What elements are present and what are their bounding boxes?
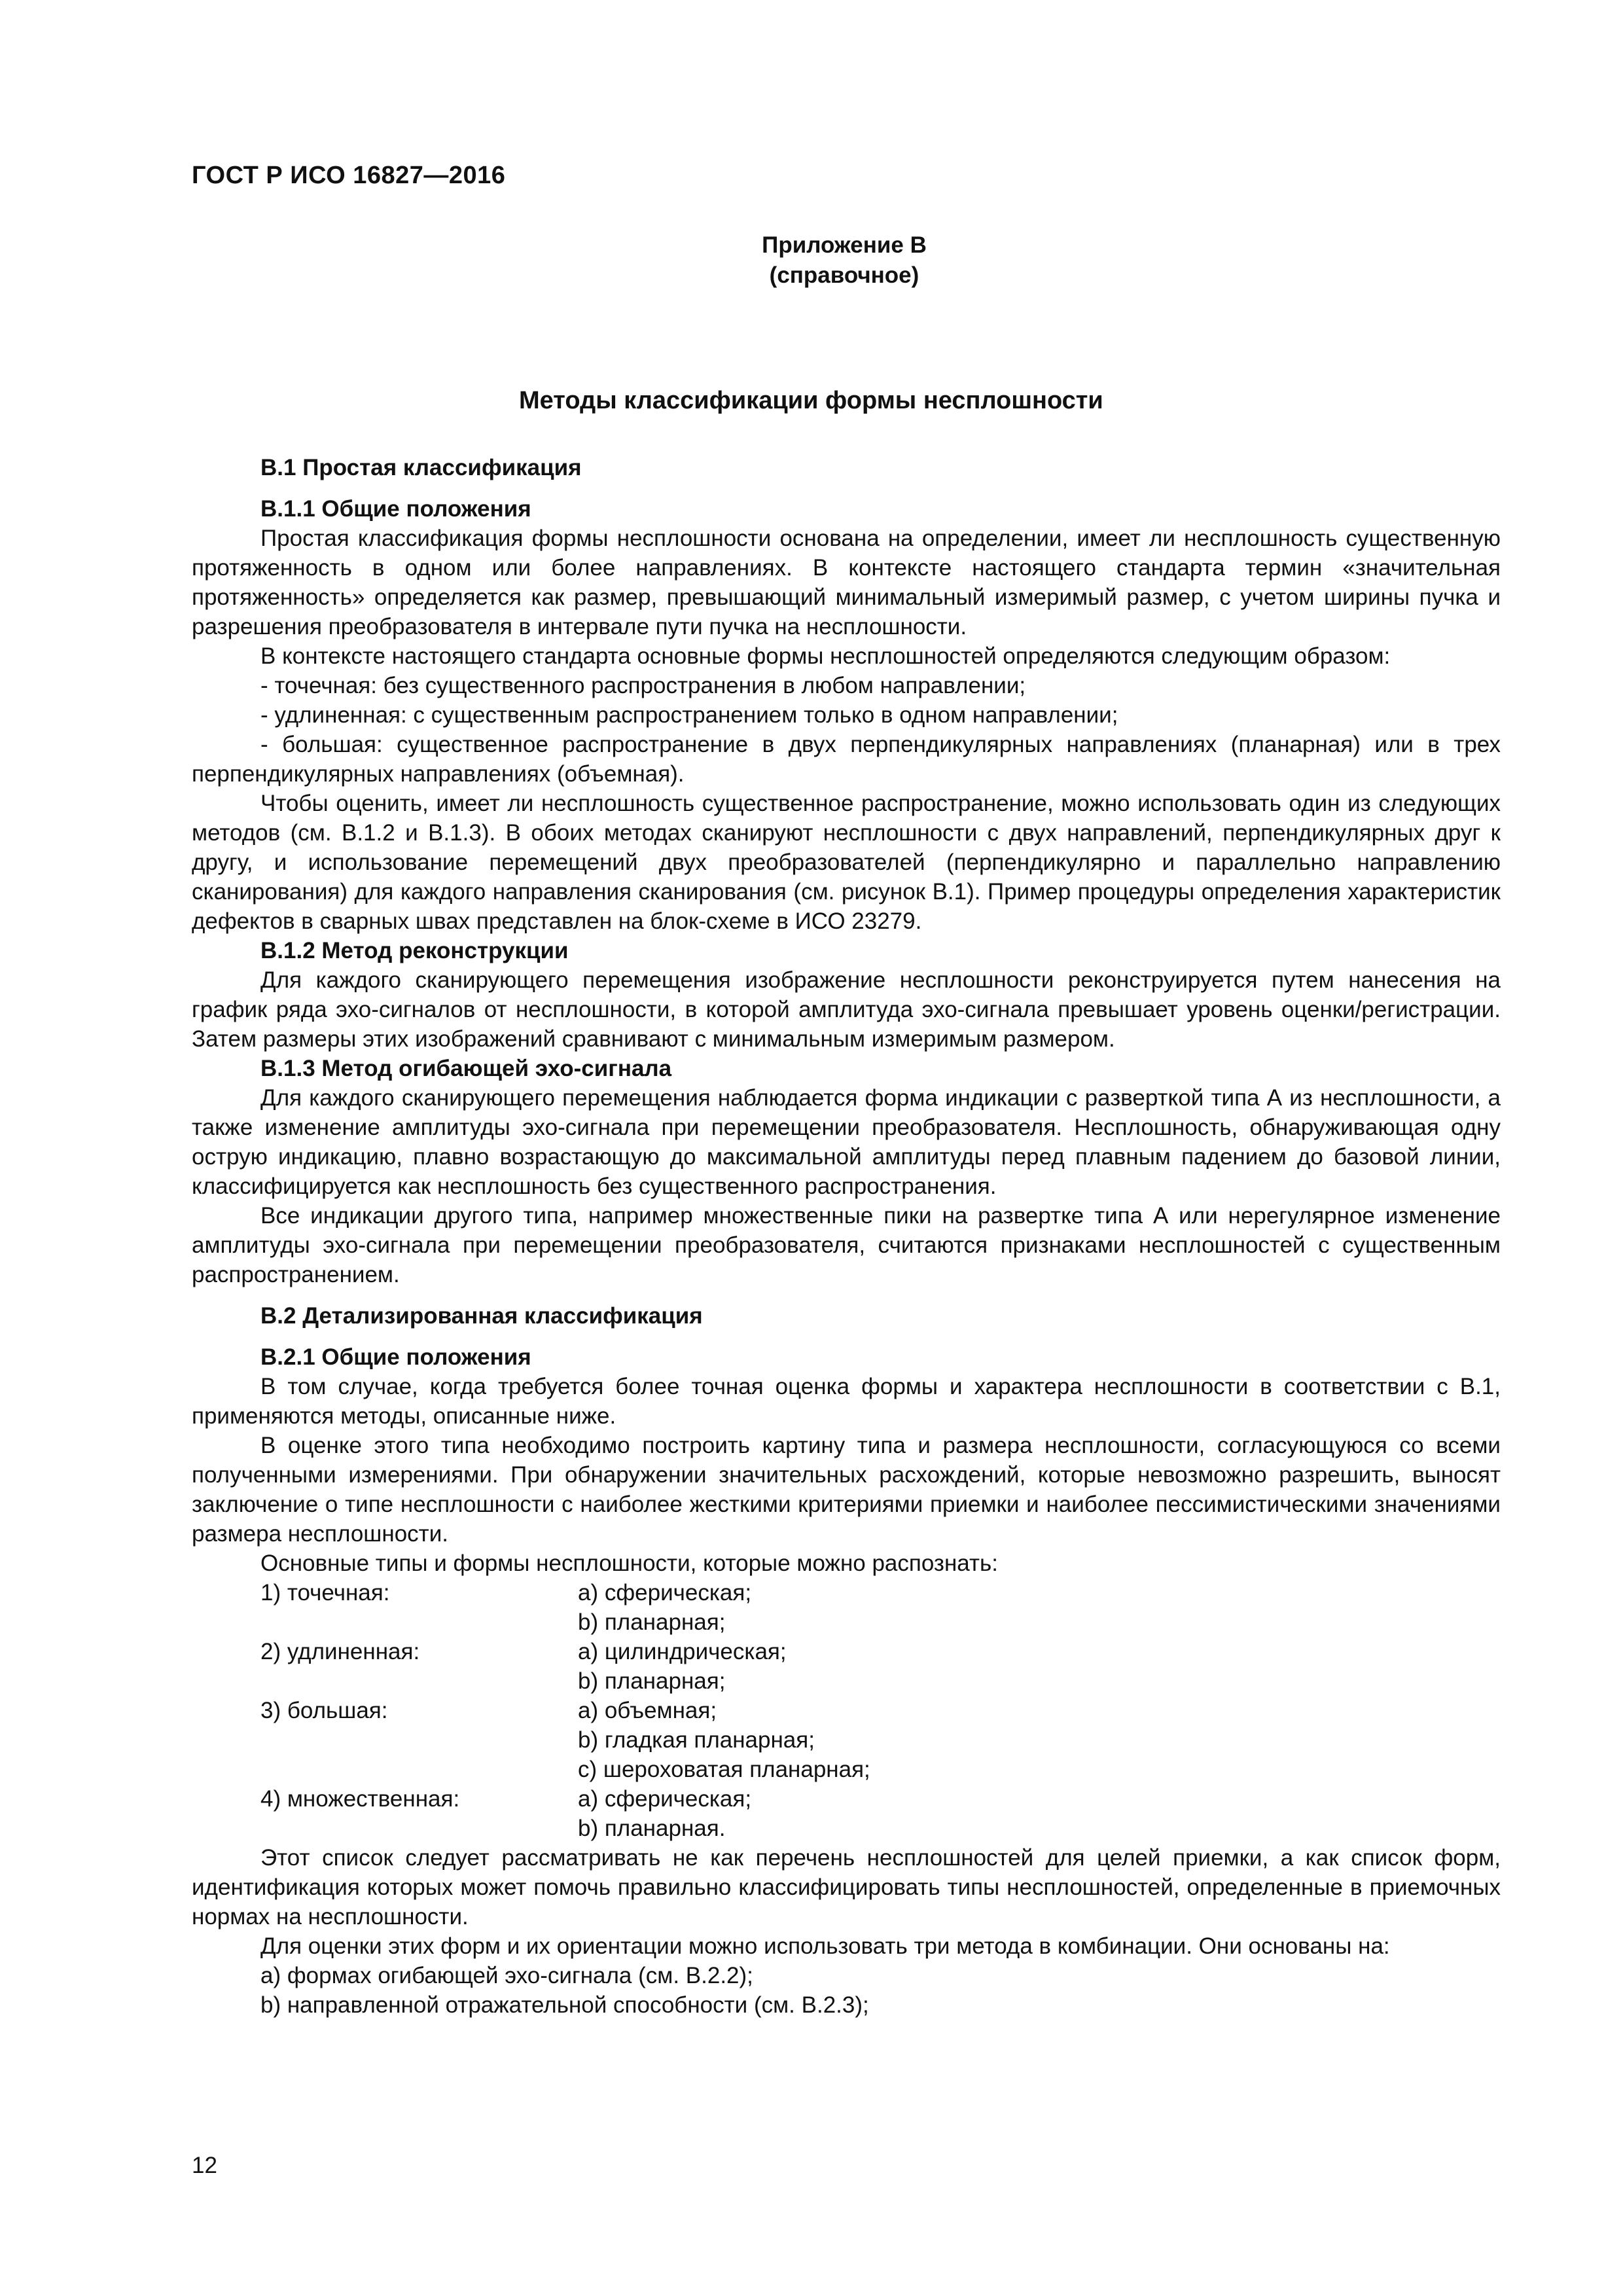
list-item: - большая: существенное распространение в двух перпендикулярных направлениях (планарная) или в трех перпендикулярных направлениях (объемная).	[192, 732, 1501, 787]
form-label: a) сферическая;	[578, 1786, 752, 1812]
paragraph: Все индикации другого типа, например множественные пики на развертке типа А или нерегулярное изменение амплитуды эхо-сигнала при перемещении преобразователя, считаются признаками несплошностей с существенным распространением.	[192, 1203, 1501, 1287]
subsection-heading-b2-1: В.2.1 Общие положения	[260, 1344, 531, 1370]
form-label: b) планарная;	[578, 1609, 726, 1635]
list-item: a) формах огибающей эхо-сигнала (см. В.2.2);	[260, 1963, 753, 1988]
paragraph: Основные типы и формы несплошности, которые можно распознать:	[260, 1551, 998, 1576]
form-label: c) шероховатая планарная;	[578, 1757, 870, 1782]
types-row	[192, 1696, 1501, 1725]
types-row	[192, 1755, 1501, 1784]
form-label: b) планарная.	[578, 1816, 726, 1841]
form-label: b) гладкая планарная;	[578, 1727, 815, 1753]
type-label: 3) большая:	[260, 1698, 388, 1723]
appendix-title: Методы классификации формы несплошности	[519, 387, 1103, 414]
appendix-label: Приложение В	[762, 232, 927, 258]
page-number: 12	[192, 2153, 217, 2178]
paragraph: В контексте настоящего стандарта основные формы несплошностей определяются следующим образом:	[260, 643, 1391, 669]
paragraph: Простая классификация формы несплошности основана на определении, имеет ли несплошность существенную протяженность в одном или более направлениях. В контексте настоящего стандарта термин «значительная протяженность» определяется как размер, превышающий минимальный измеримый размер, с учетом ширины пучка и разрешения преобразователя в интервале пути пучка на несплошности.	[192, 526, 1501, 639]
types-row	[192, 1607, 1501, 1637]
paragraph: В том случае, когда требуется более точная оценка формы и характера несплошности в соответствии с В.1, применяются методы, описанные ниже.	[192, 1374, 1501, 1429]
document-body	[192, 453, 1501, 2020]
type-label	[192, 1725, 578, 1755]
subsection-heading-b1-3: В.1.3 Метод огибающей эхо-сигнала	[260, 1056, 672, 1081]
appendix-heading	[759, 230, 929, 291]
paragraph: В оценке этого типа необходимо построить картину типа и размера несплошности, согласующуюся со всеми полученными измерениями. При обнаружении значительных расхождений, которые невозможно разрешить, выносят заключение о типе несплошности с наиболее жесткими критериями приемки и наиболее пессимистическими значениями размера несплошности.	[192, 1433, 1501, 1547]
subsection-heading-b1-1: В.1.1 Общие положения	[260, 496, 531, 522]
types-row	[192, 1578, 1501, 1607]
form-label: a) сферическая;	[578, 1580, 752, 1605]
list-item: b) направленной отражательной способности (см. В.2.3);	[260, 1992, 869, 2018]
paragraph: Этот список следует рассматривать не как перечень несплошностей для целей приемки, а как список форм, идентификация которых может помочь правильно классифицировать типы несплошностей, определенные в приемочных нормах на несплошности.	[192, 1845, 1501, 1929]
types-row	[192, 1666, 1501, 1696]
types-row	[192, 1814, 1501, 1843]
form-label: a) цилиндрическая;	[578, 1639, 787, 1664]
paragraph: Для каждого сканирующего перемещения наблюдается форма индикации с разверткой типа А из несплошности, а также изменение амплитуды эхо-сигнала при перемещении преобразователя. Несплошность, обнаруживающая одну острую индикацию, плавно возрастающую до максимальной амплитуды перед плавным падением до базовой линии, классифицируется как несплошность без существенного распространения.	[192, 1085, 1501, 1199]
section-heading-b2: В.2 Детализированная классификация	[260, 1303, 703, 1329]
list-item: - удлиненная: с существенным распространением только в одном направлении;	[260, 702, 1118, 728]
type-label	[192, 1607, 578, 1637]
document-code: ГОСТ Р ИСО 16827—2016	[192, 162, 506, 189]
list-item: - точечная: без существенного распространения в любом направлении;	[260, 673, 1026, 698]
appendix-status: (справочное)	[769, 262, 919, 288]
types-row	[192, 1784, 1501, 1814]
discontinuity-types-list	[192, 1578, 1501, 1843]
form-label: b) планарная;	[578, 1668, 726, 1694]
paragraph: Для оценки этих форм и их ориентации можно использовать три метода в комбинации. Они основаны на:	[260, 1933, 1390, 1959]
form-label: a) объемная;	[578, 1698, 717, 1723]
section-heading-b1: В.1 Простая классификация	[260, 455, 582, 480]
type-label	[192, 1814, 578, 1843]
type-label: 4) множественная:	[260, 1786, 460, 1812]
type-label	[192, 1755, 578, 1784]
paragraph: Для каждого сканирующего перемещения изображение несплошности реконструируется путем нанесения на график ряда эхо-сигналов от несплошности, в которой амплитуда эхо-сигнала превышает уровень оценки/регистрации. Затем размеры этих изображений сравнивают с минимальным измеримым размером.	[192, 967, 1501, 1052]
types-row	[192, 1725, 1501, 1755]
types-row	[192, 1637, 1501, 1666]
paragraph: Чтобы оценить, имеет ли несплошность существенное распространение, можно использовать один из следующих методов (см. В.1.2 и В.1.3). В обоих методах сканируют несплошности с двух направлений, перпендикулярных друг к другу, и использование перемещений двух преобразователей (перпендикулярно и параллельно направлению сканирования) для каждого направления сканирования (см. рисунок В.1). Пример процедуры определения характеристик дефектов в сварных швах представлен на блок-схеме в ИСО 23279.	[192, 791, 1501, 934]
type-label	[192, 1666, 578, 1696]
type-label: 2) удлиненная:	[260, 1639, 420, 1664]
subsection-heading-b1-2: В.1.2 Метод реконструкции	[260, 938, 569, 963]
type-label: 1) точечная:	[260, 1580, 390, 1605]
